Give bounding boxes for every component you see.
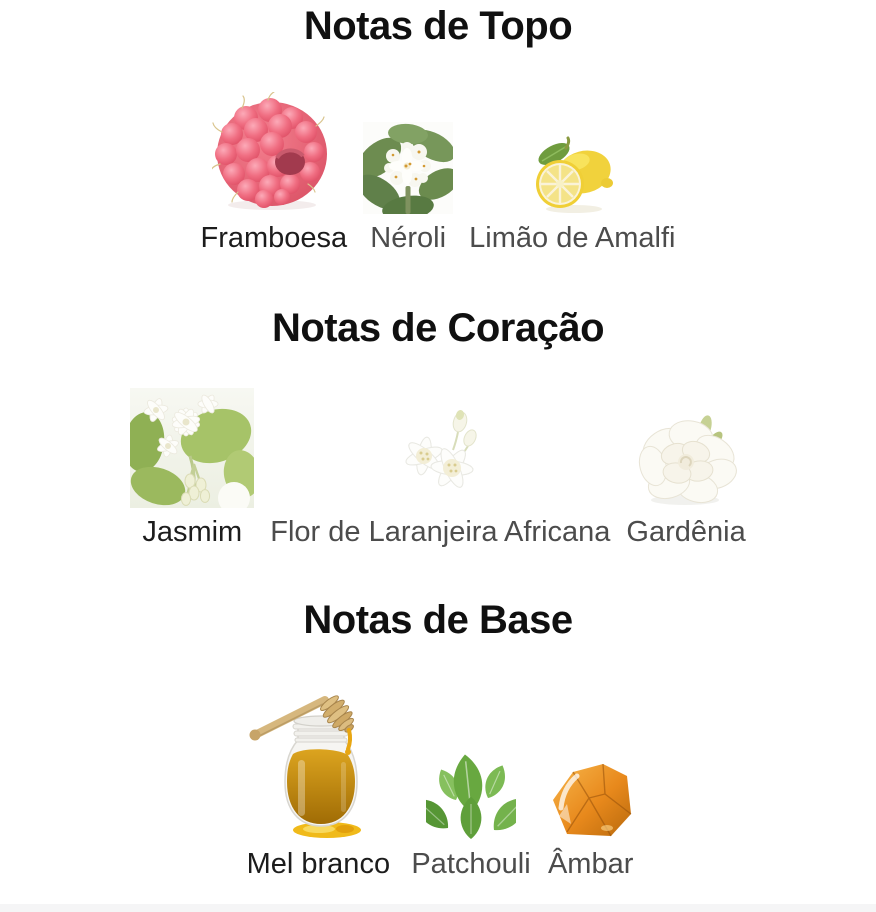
note-label: Néroli — [370, 222, 447, 254]
note-label: Âmbar — [547, 848, 634, 880]
note-item-neroli[interactable] — [363, 122, 453, 256]
bottom-section-divider — [0, 904, 876, 912]
note-label: Limão de Amalfi — [469, 222, 676, 254]
note-label: Gardênia — [626, 516, 746, 548]
note-item-patchouli[interactable] — [411, 748, 530, 882]
orange-blossom-icon — [390, 404, 490, 508]
note-label: Patchouli — [411, 848, 531, 880]
note-item-framboesa[interactable] — [201, 92, 348, 256]
note-label: Flor de Laranjeira Africana — [270, 516, 611, 548]
note-item-gardenia[interactable] — [626, 412, 745, 550]
note-item-jasmim[interactable] — [130, 388, 254, 550]
note-item-flor-de-laranjeira-africana[interactable] — [270, 404, 610, 550]
gardenia-icon — [633, 412, 739, 508]
note-label: Framboesa — [200, 222, 348, 254]
raspberry-icon — [212, 92, 336, 214]
patchouli-leaves-icon — [426, 748, 516, 840]
heart-notes-title: Notas de Coração — [271, 306, 605, 350]
base-notes-row — [0, 678, 876, 882]
heart-notes-row — [0, 388, 876, 550]
honey-jar-icon — [241, 678, 395, 840]
neroli-blossom-icon — [363, 122, 453, 214]
amber-icon — [547, 760, 635, 840]
note-item-limao-de-amalfi[interactable] — [469, 136, 675, 256]
note-item-ambar[interactable] — [547, 760, 635, 882]
note-item-mel-branco[interactable] — [241, 678, 395, 882]
top-notes-title: Notas de Topo — [303, 4, 573, 48]
note-label: Mel branco — [246, 848, 391, 880]
top-notes-row — [0, 92, 876, 256]
jasmine-icon — [130, 388, 254, 508]
note-label: Jasmim — [142, 516, 243, 548]
base-notes-title: Notas de Base — [303, 598, 573, 642]
lemon-icon — [530, 136, 614, 214]
